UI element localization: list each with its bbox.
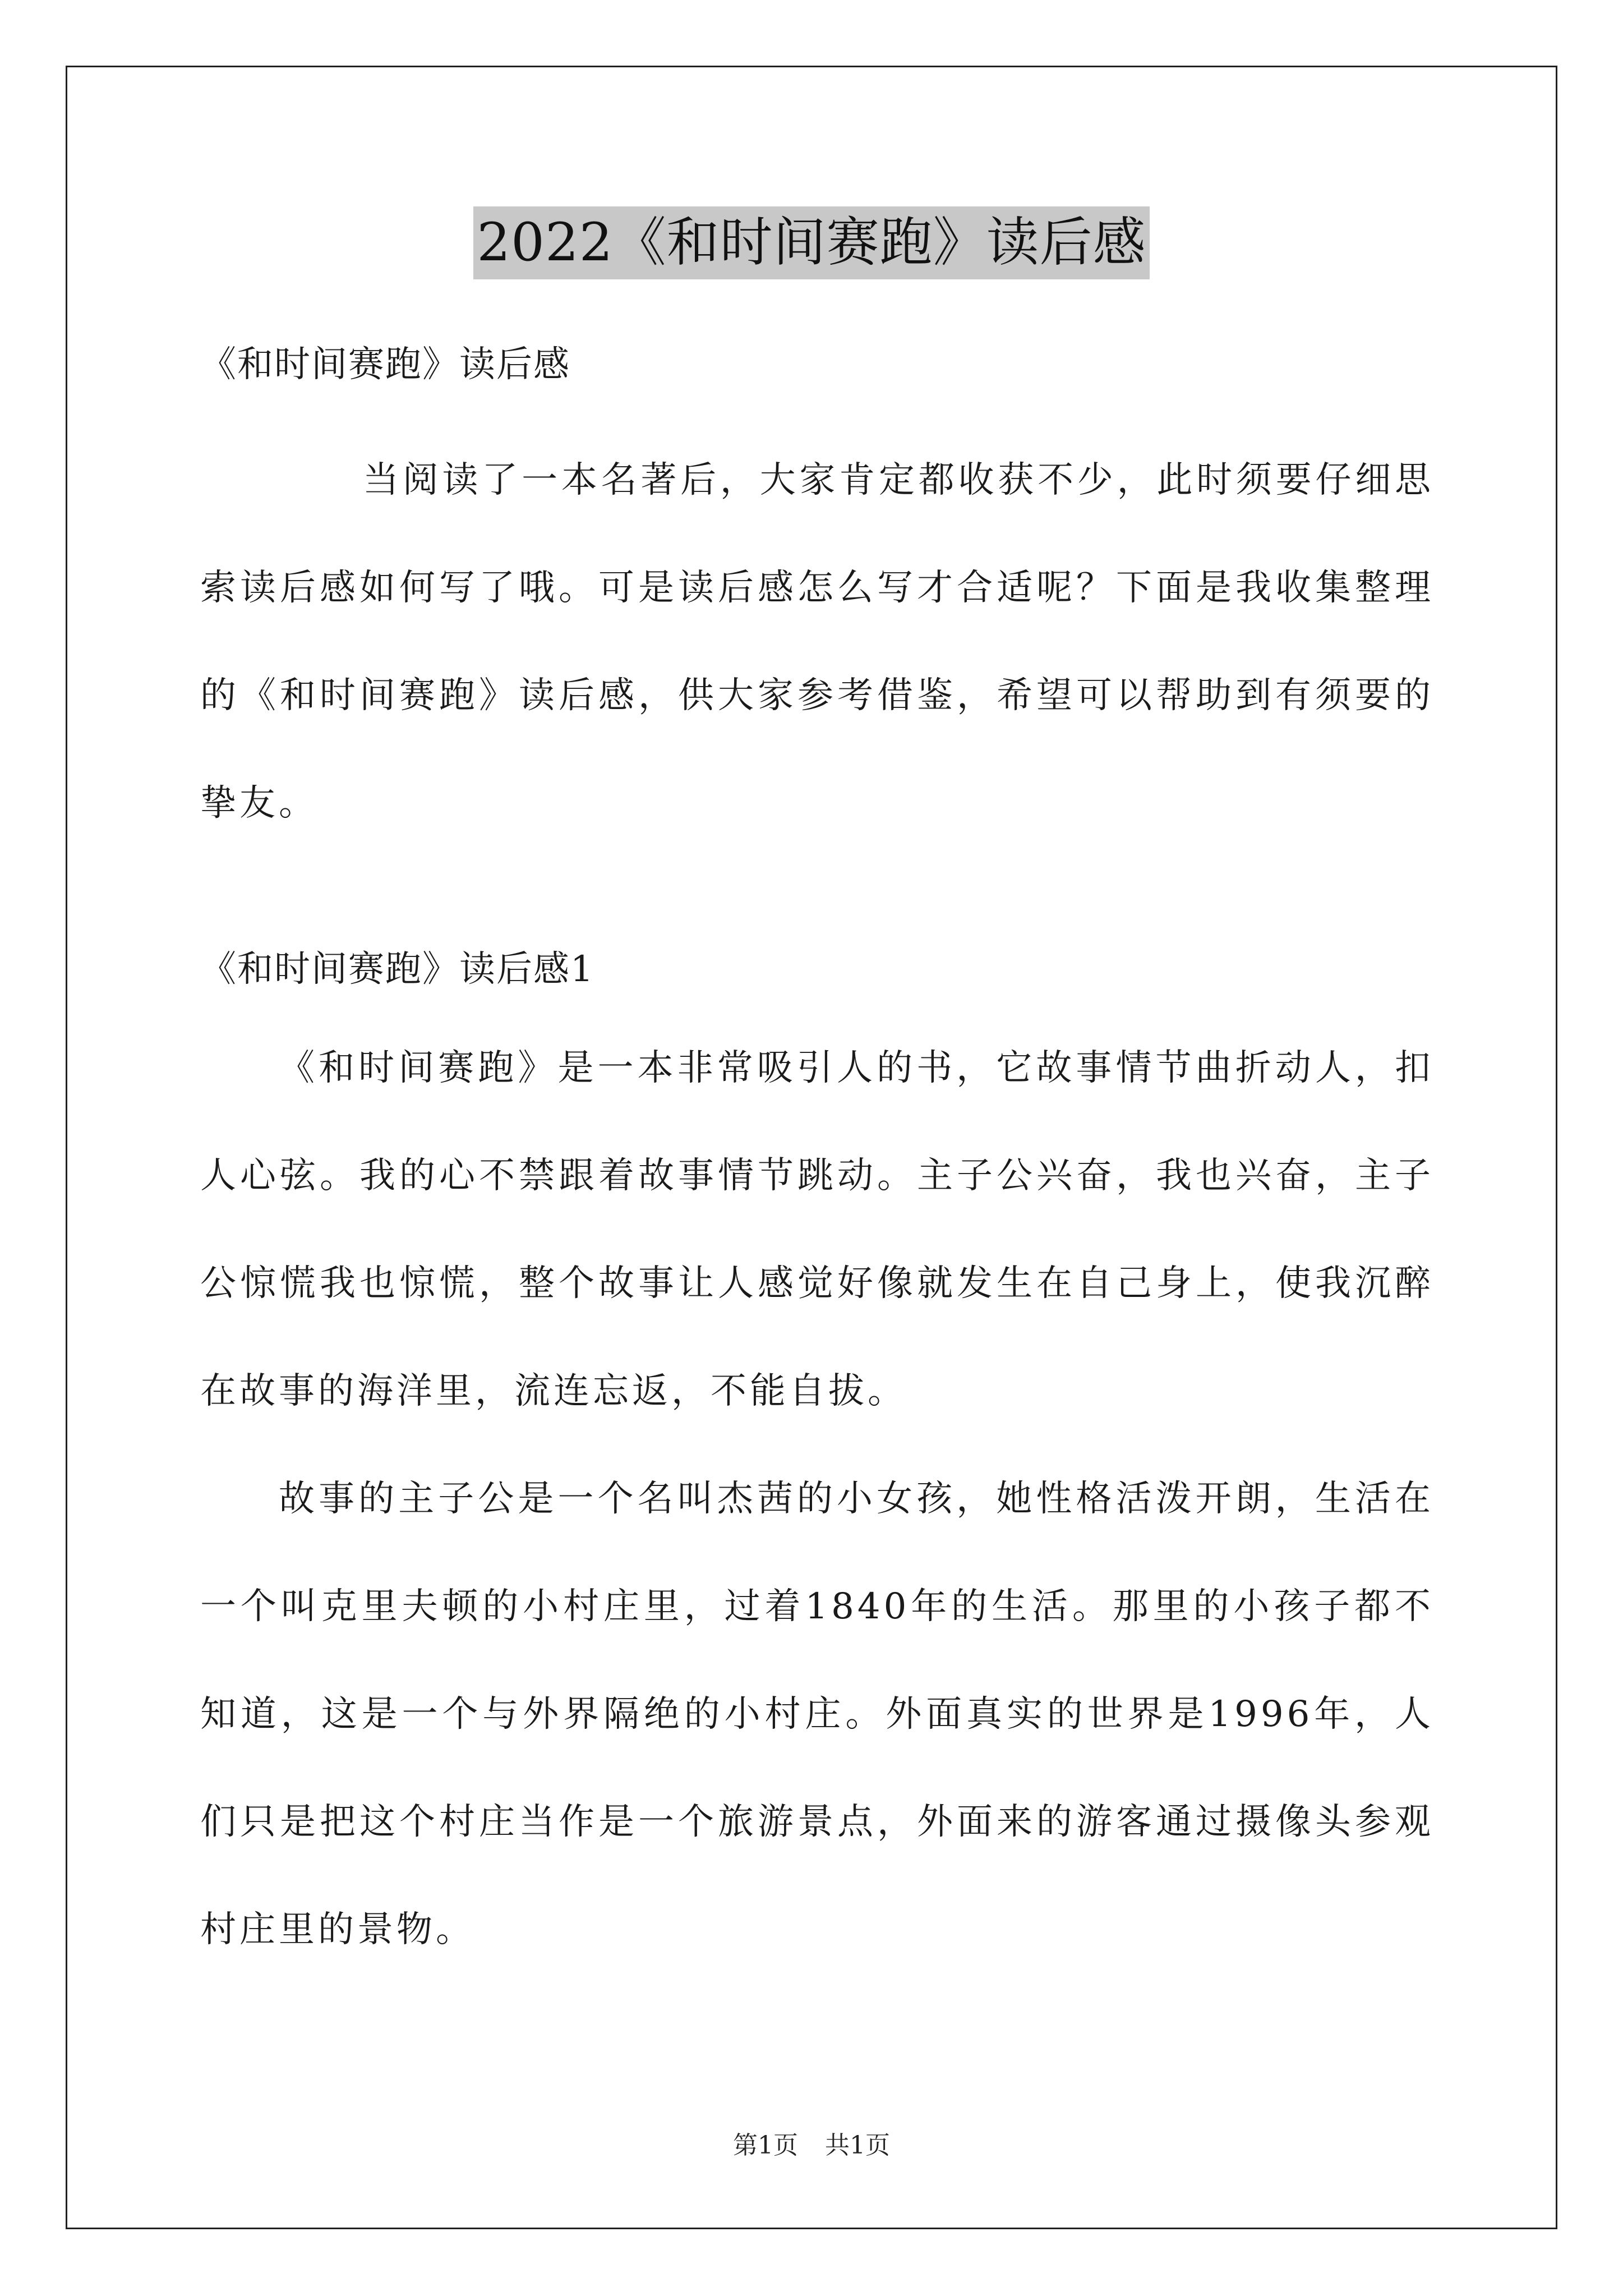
body-paragraph: 《和时间赛跑》是一本非常吸引人的书，它故事情节曲折动人，扣人心弦。我的心不禁跟着故事情节跳动。主子公兴奋，我也兴奋，主子公惊慌我也惊慌，整个故事让人感觉好像就发生在自己身上，使我沉醉在故事的海洋里，流连忘返，不能自拔。	[200, 1047, 1434, 1412]
intro-heading: 《和时间赛跑》读后感	[200, 344, 570, 385]
page-number: 第1页	[733, 2131, 798, 2160]
document-title: 2022《和时间赛跑》读后感	[473, 206, 1149, 279]
document-body	[200, 337, 1434, 1984]
title-container	[0, 206, 1623, 279]
section-heading: 《和时间赛跑》读后感1	[200, 949, 594, 990]
page-footer	[0, 2129, 1623, 2162]
page-total: 共1页	[825, 2131, 890, 2160]
intro-paragraph: 当阅读了一本名著后，大家肯定都收获不少，此时须要仔细思索读后感如何写了哦。可是读后感怎么写才合适呢？下面是我收集整理的《和时间赛跑》读后感，供大家参考借鉴，希望可以帮助到有须要的挚友。	[200, 459, 1434, 824]
body-paragraph: 故事的主子公是一个名叫杰茜的小女孩，她性格活泼开朗，生活在一个叫克里夫顿的小村庄里，过着1840年的生活。那里的小孩子都不知道，这是一个与外界隔绝的小村庄。外面真实的世界是1996年，人们只是把这个村庄当作是一个旅游景点，外面来的游客通过摄像头参观村庄里的景物。	[200, 1478, 1434, 1950]
